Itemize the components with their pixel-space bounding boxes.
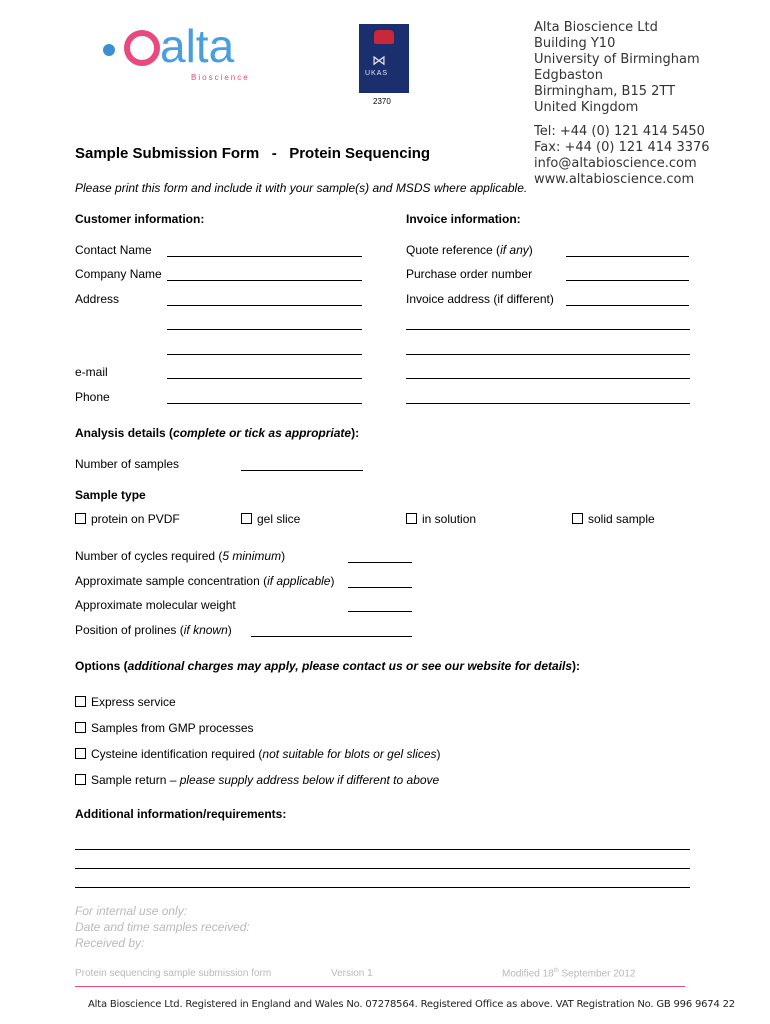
- footer-form-name: Protein sequencing sample submission form: [75, 968, 272, 979]
- customer-heading: Customer information:: [75, 212, 205, 226]
- instruction-text: Please print this form and include it with your sample(s) and MSDS where applicable.: [75, 181, 528, 195]
- phone-label: Phone: [75, 390, 110, 404]
- prolines-field[interactable]: [251, 636, 412, 637]
- crown-icon: [374, 30, 394, 44]
- cycles-field[interactable]: [348, 562, 412, 563]
- invoice-address-field[interactable]: [406, 354, 690, 355]
- checkbox[interactable]: [75, 748, 86, 759]
- analysis-heading: Analysis details (complete or tick as appropriate):: [75, 426, 360, 440]
- invoice-address-field[interactable]: [406, 403, 690, 404]
- logo-ring: [124, 30, 160, 66]
- option-gmp[interactable]: Samples from GMP processes: [75, 721, 254, 735]
- invoice-address-field[interactable]: [406, 329, 690, 330]
- address-label: Address: [75, 292, 120, 306]
- additional-info-heading: Additional information/requirements:: [75, 807, 287, 821]
- address-line: University of Birmingham: [534, 52, 700, 67]
- concentration-label: Approximate sample concentration (if applicable): [75, 574, 335, 588]
- footer-modified: Modified 18th September 2012: [502, 968, 636, 980]
- address-field[interactable]: [167, 305, 362, 306]
- option-solid-sample[interactable]: solid sample: [572, 512, 655, 526]
- logo-dot: [103, 44, 115, 56]
- option-gel-slice[interactable]: gel slice: [241, 512, 300, 526]
- internal-use-label: For internal use only:: [75, 904, 188, 918]
- num-samples-field[interactable]: [241, 470, 363, 471]
- address-field[interactable]: [167, 329, 362, 330]
- address-line: Birmingham, B15 2TT: [534, 84, 676, 99]
- checkbox[interactable]: [75, 696, 86, 707]
- logo-subtitle: Bioscience: [191, 73, 250, 82]
- option-protein-on-pvdf[interactable]: protein on PVDF: [75, 512, 180, 526]
- email-label: e-mail: [75, 365, 108, 379]
- fax-line: Fax: +44 (0) 121 414 3376: [534, 140, 710, 155]
- option-in-solution[interactable]: in solution: [406, 512, 476, 526]
- po-number-field[interactable]: [566, 280, 689, 281]
- quote-reference-field[interactable]: [566, 256, 689, 257]
- checkbox[interactable]: [572, 513, 583, 524]
- website-line: www.altabioscience.com: [534, 172, 695, 187]
- checkbox[interactable]: [75, 774, 86, 785]
- footer-version: Version 1: [331, 968, 373, 979]
- logo-wordmark: alta: [160, 20, 235, 72]
- cycles-label: Number of cycles required (5 minimum): [75, 549, 286, 563]
- prolines-label: Position of prolines (if known): [75, 623, 232, 637]
- invoice-heading: Invoice information:: [406, 212, 521, 226]
- po-number-label: Purchase order number: [406, 267, 533, 281]
- num-samples-label: Number of samples: [75, 457, 180, 471]
- company-name-field[interactable]: [167, 280, 362, 281]
- date-received-label: Date and time samples received:: [75, 920, 250, 934]
- ukas-label: UKAS: [365, 70, 389, 77]
- ukas-emblem-icon: ⋈: [372, 52, 386, 68]
- quote-reference-label: Quote reference (if any): [406, 243, 533, 257]
- option-sample-return[interactable]: Sample return – please supply address below if different to above: [75, 773, 439, 787]
- molecular-weight-label: Approximate molecular weight: [75, 598, 236, 612]
- checkbox[interactable]: [75, 513, 86, 524]
- contact-name-label: Contact Name: [75, 243, 152, 257]
- phone-field[interactable]: [167, 403, 362, 404]
- option-cysteine[interactable]: Cysteine identification required (not suitable for blots or gel slices): [75, 747, 441, 761]
- address-line: Alta Bioscience Ltd: [534, 20, 658, 35]
- company-name-label: Company Name: [75, 267, 162, 281]
- footer-divider: [75, 986, 685, 987]
- address-field[interactable]: [167, 354, 362, 355]
- page-title: Sample Submission Form - Protein Sequencing: [75, 145, 431, 162]
- option-express-service[interactable]: Express service: [75, 695, 176, 709]
- additional-info-field[interactable]: [75, 868, 690, 869]
- options-heading: Options (additional charges may apply, please contact us or see our website for details):: [75, 659, 581, 673]
- contact-name-field[interactable]: [167, 256, 362, 257]
- checkbox[interactable]: [241, 513, 252, 524]
- checkbox[interactable]: [406, 513, 417, 524]
- address-line: Edgbaston: [534, 68, 603, 83]
- invoice-address-field[interactable]: [566, 305, 689, 306]
- additional-info-field[interactable]: [75, 849, 690, 850]
- concentration-field[interactable]: [348, 587, 412, 588]
- received-by-label: Received by:: [75, 936, 145, 950]
- email-line: info@altabioscience.com: [534, 156, 697, 171]
- address-line: Building Y10: [534, 36, 616, 51]
- footer-registration: Alta Bioscience Ltd. Registered in England and Wales No. 07278564. Registered Office as above. VAT Registration No. GB 996 9674 22: [88, 999, 735, 1010]
- invoice-address-label: Invoice address (if different): [406, 292, 554, 306]
- address-line: United Kingdom: [534, 100, 639, 115]
- additional-info-field[interactable]: [75, 887, 690, 888]
- sample-type-heading: Sample type: [75, 488, 146, 502]
- checkbox[interactable]: [75, 722, 86, 733]
- accreditation-number: 2370: [373, 97, 391, 106]
- molecular-weight-field[interactable]: [348, 611, 412, 612]
- phone-line: Tel: +44 (0) 121 414 5450: [534, 124, 705, 139]
- invoice-address-field[interactable]: [406, 378, 690, 379]
- email-field[interactable]: [167, 378, 362, 379]
